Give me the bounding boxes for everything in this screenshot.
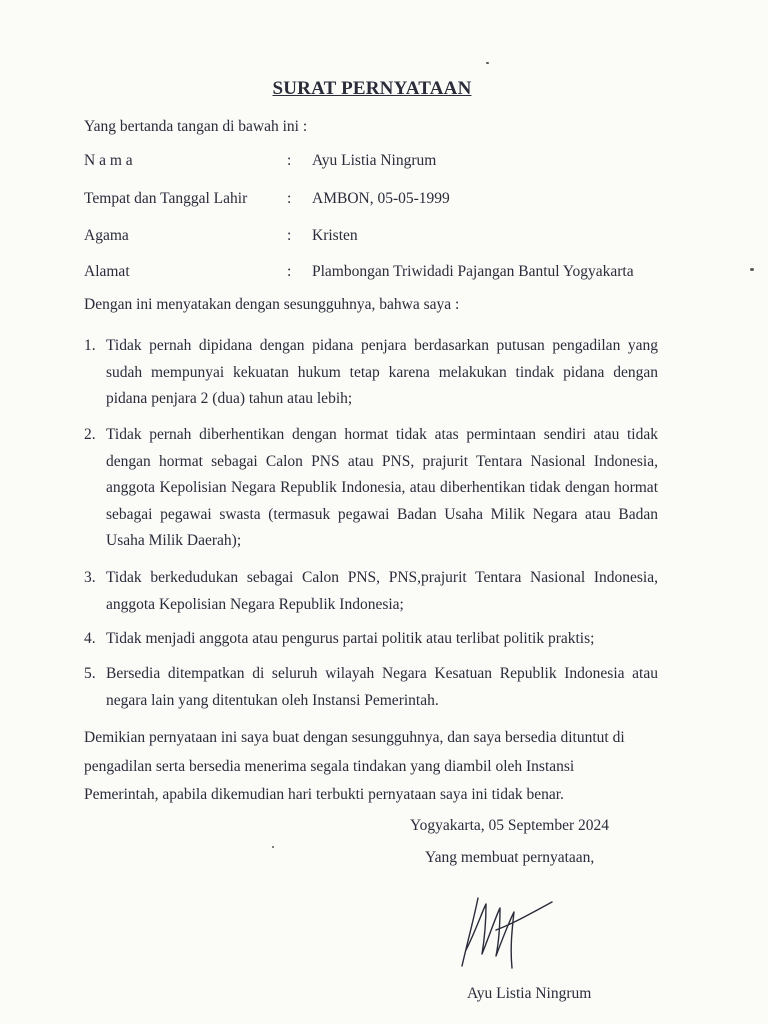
field-colon: : — [287, 263, 292, 280]
scan-speck — [272, 846, 274, 848]
scan-speck — [486, 62, 489, 64]
field-value: Kristen — [312, 227, 358, 244]
scan-speck — [750, 268, 754, 271]
closing-paragraph: Demikian pernyataan ini saya buat dengan sesungguhnya, dan saya bersedia dituntut di pengadilan serta bersedia menerima segala tindakan yang diambil oleh Instansi Pemerintah, apabila dikemudian hari terbukti pernyataan saya ini tidak benar. — [84, 729, 625, 803]
field-colon: : — [287, 190, 292, 207]
intro-text: Yang bertanda tangan di bawah ini : — [84, 118, 308, 135]
list-text: Tidak pernah dipidana dengan pidana penjara berdasarkan putusan pengadilan yang sudah mempunyai kekuatan hukum tetap karena melakukan tindak pidana dengan pidana penjara 2 (dua) tahun atau lebih; — [106, 337, 658, 407]
field-value: Plambongan Triwidadi Pajangan Bantul Yogyakarta — [312, 263, 634, 280]
field-label: Agama — [84, 227, 129, 244]
signature-image — [456, 890, 556, 972]
document-title: SURAT PERNYATAAN — [272, 78, 472, 99]
list-text: Bersedia ditempatkan di seluruh wilayah Negara Kesatuan Republik Indonesia atau negara lain yang ditentukan oleh Instansi Pemerintah. — [106, 665, 658, 709]
list-number: 1. — [84, 337, 96, 354]
signer-name: Ayu Listia Ningrum — [467, 985, 592, 1002]
list-number: 2. — [84, 426, 96, 443]
field-row-address — [84, 263, 724, 285]
maker-label: Yang membuat pernyataan, — [425, 849, 595, 866]
field-row-religion — [84, 227, 724, 249]
field-label: Tempat dan Tanggal Lahir — [84, 190, 248, 207]
list-text: Tidak pernah diberhentikan dengan hormat tidak atas permintaan sendiri atau tidak dengan hormat sebagai Calon PNS atau PNS, prajurit Tentara Nasional Indonesia, anggota Kepolisian Negara Republik Indonesia, atau diberhentikan tidak dengan hormat sebagai pegawai swasta (termasuk pegawai Badan Usaha Milik Negara atau Badan Usaha Milik Daerah); — [106, 426, 658, 549]
field-value: AMBON, 05-05-1999 — [312, 190, 450, 207]
list-number: 4. — [84, 630, 96, 647]
list-text: Tidak menjadi anggota atau pengurus partai politik atau terlibat politik praktis; — [106, 630, 595, 647]
field-row-name — [84, 152, 724, 174]
place-date: Yogyakarta, 05 September 2024 — [410, 817, 610, 834]
field-value: Ayu Listia Ningrum — [312, 152, 437, 169]
field-label: Alamat — [84, 263, 130, 280]
list-text: Tidak berkedudukan sebagai Calon PNS, PNS,prajurit Tentara Nasional Indonesia, anggota Kepolisian Negara Republik Indonesia; — [106, 569, 658, 613]
field-colon: : — [287, 152, 292, 169]
list-number: 5. — [84, 665, 96, 682]
statement-text: Dengan ini menyatakan dengan sesungguhnya, bahwa saya : — [84, 296, 460, 313]
field-label: N a m a — [84, 152, 133, 169]
field-row-birth — [84, 190, 724, 212]
list-number: 3. — [84, 569, 96, 586]
field-colon: : — [287, 227, 292, 244]
